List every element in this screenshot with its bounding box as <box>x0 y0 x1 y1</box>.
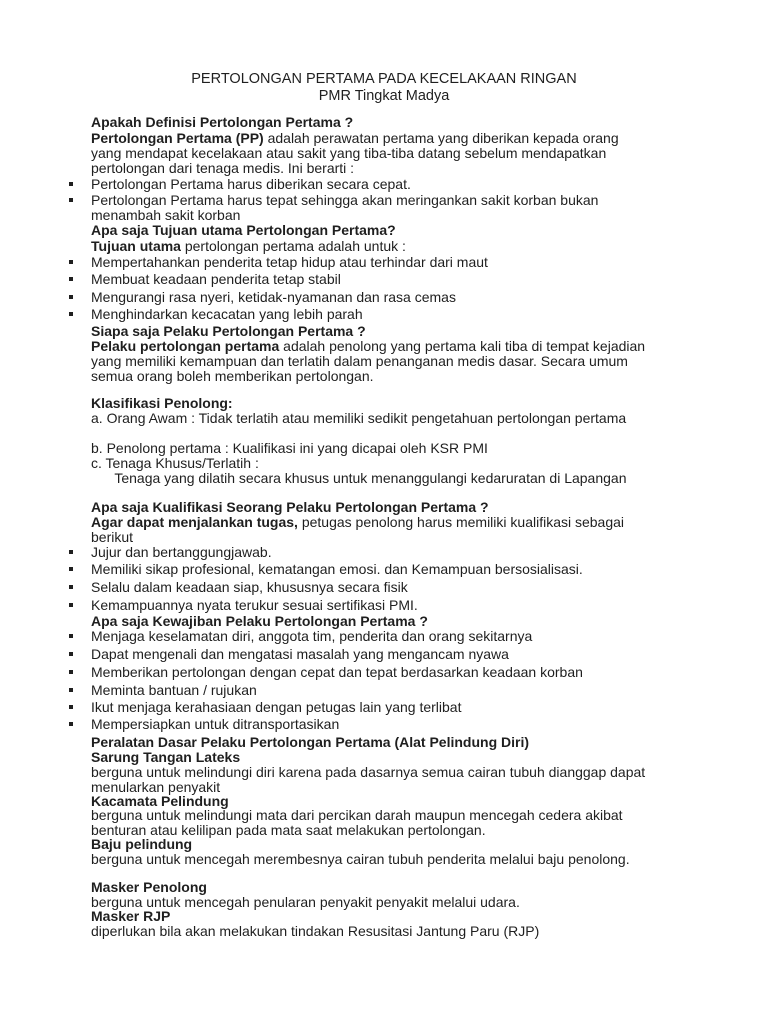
section-paragraph <box>91 239 691 254</box>
equipment-description: diperlukan bila akan melakukan tindakan Resusitasi Jantung Paru (RJP) <box>91 923 540 939</box>
paragraph-lead: Tujuan utama <box>91 238 181 254</box>
list-item <box>91 647 701 662</box>
paragraph-lead: Agar dapat menjalankan tugas, <box>91 514 298 530</box>
bullet-icon <box>69 688 73 692</box>
list-item <box>91 580 701 595</box>
bullet-icon <box>69 550 73 554</box>
bullet-icon <box>69 312 73 316</box>
section-question: Siapa saja Pelaku Pertolongan Pertama ? <box>91 323 366 339</box>
list-item <box>91 307 701 322</box>
list-item-text: Memiliki sikap profesional, kematangan emosi. dan Kemampuan bersosialisasi. <box>91 561 583 577</box>
section-question: Apa saja Kualifikasi Seorang Pelaku Pertolongan Pertama ? <box>91 499 489 515</box>
equipment-description: berguna untuk melindungi diri karena pada dasarnya semua cairan tubuh dianggap dapat menularkan penyakit <box>91 764 646 795</box>
bullet-icon <box>69 603 73 607</box>
bullet-icon <box>69 260 73 264</box>
section-paragraph <box>91 131 651 176</box>
paragraph-text: adalah penolong yang pertama kali tiba di tempat kejadian yang memiliki kemampuan dan terlatih dalam penanganan medis dasar. Secara umum semua orang boleh memberikan pertolongan. <box>91 338 646 384</box>
list-item <box>91 683 701 698</box>
equipment-description: berguna untuk mencegah merembesnya cairan tubuh penderita melalui baju penolong. <box>91 851 630 867</box>
list-item <box>91 629 701 644</box>
equipment-name: Kacamata Pelindung <box>91 793 229 809</box>
equipment-name: Baju pelindung <box>91 836 193 852</box>
equipment-name: Masker RJP <box>91 908 171 924</box>
bullet-icon <box>69 652 73 656</box>
bullet-icon <box>69 182 73 186</box>
bullet-icon <box>69 705 73 709</box>
list-item-text: Jujur dan bertanggungjawab. <box>91 544 272 560</box>
equipment-name: Sarung Tangan Lateks <box>91 749 241 765</box>
list-item <box>91 272 701 287</box>
list-item <box>91 700 701 715</box>
bullet-icon <box>69 670 73 674</box>
bullet-icon <box>69 277 73 281</box>
section-paragraph <box>91 515 661 545</box>
classification-c-detail: Tenaga yang dilatih secara khusus untuk menanggulangi kedaruratan di Lapangan <box>91 470 627 486</box>
bullet-icon <box>69 295 73 299</box>
section-paragraph <box>91 339 669 384</box>
paragraph-text: petugas penolong harus memiliki kualifikasi sebagai berikut <box>91 514 625 545</box>
list-item <box>91 255 701 270</box>
section-question: Apakah Definisi Pertolongan Pertama ? <box>91 114 354 130</box>
list-item-text: Meminta bantuan / rujukan <box>91 682 257 698</box>
list-item-text: Mempersiapkan untuk ditransportasikan <box>91 716 340 732</box>
section-heading: Peralatan Dasar Pelaku Pertolongan Pertama (Alat Pelindung Diri) <box>91 734 530 750</box>
paragraph-lead: Pelaku pertolongan pertama <box>91 338 280 354</box>
list-item <box>91 193 671 223</box>
section-question: Apa saja Tujuan utama Pertolongan Pertama? <box>91 222 396 238</box>
list-item <box>91 598 701 613</box>
list-item <box>91 290 701 305</box>
list-item <box>91 545 701 560</box>
classification-a: a. Orang Awam : Tidak terlatih atau memiliki sedikit pengetahuan pertolongan pertama <box>91 410 627 426</box>
list-item-text: Kemampuannya nyata terukur sesuai sertifikasi PMI. <box>91 597 418 613</box>
list-item-text: Mempertahankan penderita tetap hidup atau terhindar dari maut <box>91 254 488 270</box>
document-title: PERTOLONGAN PERTAMA PADA KECELAKAAN RINGAN <box>191 71 577 87</box>
section-heading: Klasifikasi Penolong: <box>91 395 233 411</box>
classification-c: c. Tenaga Khusus/Terlatih : <box>91 455 259 471</box>
paragraph-text: adalah perawatan pertama yang diberikan kepada orang yang mendapat kecelakaan atau sakit yang tiba-tiba datang sebelum mendapatkan pertolongan dari tenaga medis. Ini berarti : <box>91 130 619 176</box>
document-subtitle: PMR Tingkat Madya <box>318 88 450 104</box>
paragraph-text: pertolongan pertama adalah untuk : <box>180 238 406 254</box>
classification-b: b. Penolong pertama : Kualifikasi ini yang dicapai oleh KSR PMI <box>91 440 488 456</box>
equipment-description: berguna untuk mencegah penularan penyakit penyakit melalui udara. <box>91 894 520 910</box>
bullet-icon <box>69 722 73 726</box>
list-item-text: Pertolongan Pertama harus tepat sehingga akan meringankan sakit korban bukan menambah sakit korban <box>91 192 599 223</box>
list-item <box>91 562 701 577</box>
list-item <box>91 717 701 732</box>
list-item-text: Menjaga keselamatan diri, anggota tim, penderita dan orang sekitarnya <box>91 628 533 644</box>
bullet-icon <box>69 585 73 589</box>
list-item <box>91 665 701 680</box>
list-item-text: Pertolongan Pertama harus diberikan secara cepat. <box>91 176 411 192</box>
bullet-icon <box>69 198 73 202</box>
list-item <box>91 177 701 192</box>
equipment-description: berguna untuk melindungi mata dari percikan darah maupun mencegah cedera akibat benturan atau kelilipan pada mata saat melakukan pertolongan. <box>91 807 623 838</box>
equipment-name: Masker Penolong <box>91 879 207 895</box>
bullet-icon <box>69 567 73 571</box>
list-item-text: Mengurangi rasa nyeri, ketidak-nyamanan dan rasa cemas <box>91 289 456 305</box>
list-item-text: Menghindarkan kecacatan yang lebih parah <box>91 306 363 322</box>
list-item-text: Dapat mengenali dan mengatasi masalah yang mengancam nyawa <box>91 646 509 662</box>
bullet-icon <box>69 634 73 638</box>
list-item-text: Membuat keadaan penderita tetap stabil <box>91 271 341 287</box>
list-item-text: Memberikan pertolongan dengan cepat dan tepat berdasarkan keadaan korban <box>91 664 583 680</box>
section-question: Apa saja Kewajiban Pelaku Pertolongan Pertama ? <box>91 613 428 629</box>
list-item-text: Ikut menjaga kerahasiaan dengan petugas lain yang terlibat <box>91 699 462 715</box>
paragraph-lead: Pertolongan Pertama (PP) <box>91 130 264 146</box>
list-item-text: Selalu dalam keadaan siap, khususnya secara fisik <box>91 579 408 595</box>
